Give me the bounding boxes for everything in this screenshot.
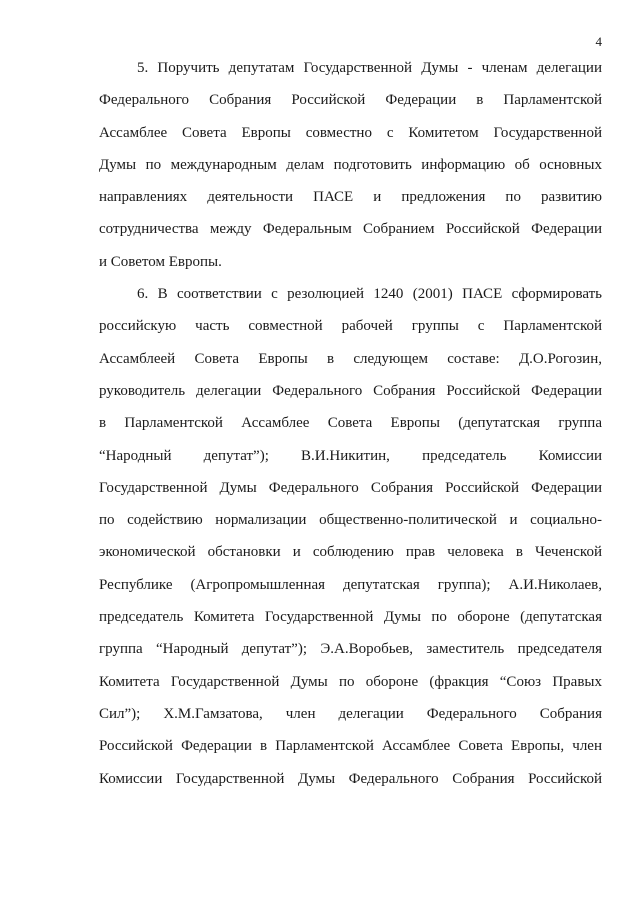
paragraph-5	[99, 52, 602, 278]
text-line: по содействию нормализации общественно-политической и социально-	[99, 512, 602, 529]
text-line: Ассамблее Совета Европы совместно с Комитетом Государственной	[99, 124, 602, 141]
body-text	[99, 52, 602, 795]
page-number: 4	[595, 34, 602, 49]
text-line: 5. Поручить депутатам Государственной Думы - членам делегации	[137, 60, 602, 76]
text-line: сотрудничества между Федеральным Собранием Российской Федерации	[99, 221, 602, 238]
text-line: 6. В соответствии с резолюцией 1240 (2001) ПАСЕ сформировать	[137, 286, 602, 303]
text-line: “Народный депутат”); В.И.Никитин, председатель Комиссии	[99, 447, 602, 464]
text-line: Федерального Собрания Российской Федерации в Парламентской	[99, 92, 602, 109]
text-line: российскую часть совместной рабочей группы с Парламентской	[99, 318, 602, 335]
text-line: экономической обстановки и соблюдению прав человека в Чеченской	[99, 544, 602, 561]
text-line: Российской Федерации в Парламентской Ассамблее Совета Европы, член	[99, 738, 602, 755]
text-line: Республике (Агропромышленная депутатская группа); А.И.Николаев,	[99, 576, 602, 593]
text-line: Комитета Государственной Думы по обороне (фракция “Союз Правых	[99, 673, 602, 690]
text-line: Государственной Думы Федерального Собрания Российской Федерации	[99, 479, 602, 496]
text-line: в Парламентской Ассамблее Совета Европы (депутатская группа	[99, 415, 602, 432]
text-line: председатель Комитета Государственной Думы по обороне (депутатская	[99, 609, 602, 626]
text-line: группа “Народный депутат”); Э.А.Воробьев, заместитель председателя	[99, 641, 602, 658]
text-line: направлениях деятельности ПАСЕ и предложения по развитию	[99, 189, 602, 206]
text-line: Ассамблеей Совета Европы в следующем составе: Д.О.Рогозин,	[99, 350, 602, 367]
text-line: и Советом Европы.	[99, 253, 222, 270]
text-line: Думы по международным делам подготовить информацию об основных	[99, 156, 602, 173]
paragraph-6	[99, 278, 602, 795]
text-line: Комиссии Государственной Думы Федерального Собрания Российской	[99, 770, 602, 787]
text-line: руководитель делегации Федерального Собрания Российской Федерации	[99, 382, 602, 399]
text-line: Сил”); Х.М.Гамзатова, член делегации Федерального Собрания	[99, 705, 602, 722]
